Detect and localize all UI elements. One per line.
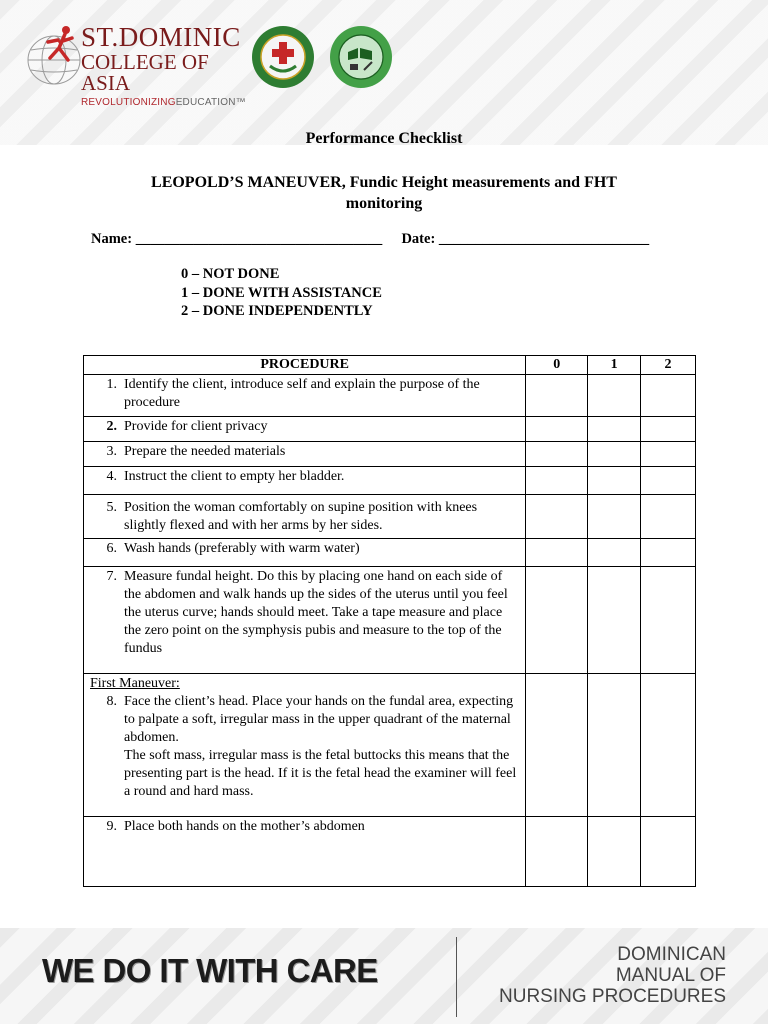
header-score-2: 2 bbox=[641, 356, 696, 375]
step-text: Position the woman comfortably on supine position with knees slightly flexed and with her arms by her sides. bbox=[124, 500, 478, 533]
step-note: The soft mass, irregular mass is the fetal buttocks this means that the presenting part is the head. If it is the fetal head the examiner will feel a round and hard mass. bbox=[124, 748, 517, 799]
score-2-cell[interactable] bbox=[641, 567, 696, 674]
score-1-cell[interactable] bbox=[588, 539, 641, 567]
header-procedure: PROCEDURE bbox=[84, 356, 526, 375]
score-0-cell[interactable] bbox=[526, 442, 588, 467]
score-2-cell[interactable] bbox=[641, 467, 696, 495]
step-text: Wash hands (preferably with warm water) bbox=[124, 541, 360, 556]
logo-college: COLLEGE OF ASIA bbox=[81, 50, 209, 95]
manual-line1: DOMINICAN bbox=[617, 944, 726, 965]
score-2-cell[interactable] bbox=[641, 375, 696, 417]
score-2-cell[interactable] bbox=[641, 674, 696, 817]
score-1-cell[interactable] bbox=[588, 567, 641, 674]
logo-name: ST.DOMINIC bbox=[81, 22, 241, 52]
footer-divider bbox=[456, 937, 457, 1017]
step-number: 9. bbox=[106, 819, 117, 834]
date-label: Date: bbox=[401, 231, 436, 247]
step-number: 1. bbox=[106, 377, 117, 392]
step-number: 8. bbox=[106, 694, 117, 709]
checklist-title-line2: monitoring bbox=[345, 195, 423, 212]
header-score-1: 1 bbox=[588, 356, 641, 375]
score-0-cell[interactable] bbox=[526, 495, 588, 539]
step-text: Measure fundal height. Do this by placing one hand on each side of the abdomen and walk hands up the sides of the uterus until you feel the uterus curve; hands should meet. Take a tape measure and place the zero point on the symphysis pubis and measure to the top of the fundus bbox=[124, 569, 508, 656]
date-field[interactable]: _____________________________ bbox=[438, 231, 650, 247]
globe-runner-icon bbox=[26, 20, 86, 92]
score-1-cell[interactable] bbox=[588, 467, 641, 495]
name-field[interactable]: __________________________________ bbox=[135, 231, 383, 247]
score-0-cell[interactable] bbox=[526, 467, 588, 495]
step-text: Instruct the client to empty her bladder. bbox=[124, 469, 345, 484]
page-title: Performance Checklist bbox=[305, 130, 463, 147]
step-text: Identify the client, introduce self and explain the purpose of the procedure bbox=[124, 377, 480, 410]
step-number: 7. bbox=[106, 569, 117, 584]
name-label: Name: bbox=[91, 231, 133, 247]
step-text: Place both hands on the mother’s abdomen bbox=[124, 819, 365, 834]
tagline-bold: REVOLUTIONIZING bbox=[81, 97, 176, 108]
score-2-cell[interactable] bbox=[641, 495, 696, 539]
tagline-light: EDUCATION™ bbox=[175, 97, 246, 108]
table-row bbox=[84, 539, 696, 567]
health-sciences-seal-icon bbox=[250, 24, 316, 90]
step-number: 2. bbox=[106, 419, 117, 434]
checklist-title-line1: LEOPOLD’S MANEUVER, Fundic Height measurements and FHT bbox=[151, 174, 617, 191]
score-1-cell[interactable] bbox=[588, 817, 641, 887]
score-0-cell[interactable] bbox=[526, 674, 588, 817]
step-number: 3. bbox=[106, 444, 117, 459]
score-0-cell[interactable] bbox=[526, 417, 588, 442]
table-header-row bbox=[84, 356, 696, 375]
step-text: Provide for client privacy bbox=[124, 419, 268, 434]
science-technology-seal-icon bbox=[328, 24, 394, 90]
table-row bbox=[84, 442, 696, 467]
header-score-0: 0 bbox=[526, 356, 588, 375]
step-number: 4. bbox=[106, 469, 117, 484]
manual-line3: NURSING PROCEDURES bbox=[499, 986, 726, 1007]
name-date-line bbox=[91, 231, 649, 248]
step-text: Prepare the needed materials bbox=[124, 444, 286, 459]
step-number: 6. bbox=[106, 541, 117, 556]
table-row bbox=[84, 817, 696, 887]
table-row bbox=[84, 417, 696, 442]
score-2-cell[interactable] bbox=[641, 817, 696, 887]
score-0-cell[interactable] bbox=[526, 817, 588, 887]
score-1-cell[interactable] bbox=[588, 417, 641, 442]
rating-scale bbox=[181, 265, 382, 321]
scale-0: 0 – NOT DONE bbox=[181, 266, 280, 282]
table-row bbox=[84, 467, 696, 495]
score-0-cell[interactable] bbox=[526, 539, 588, 567]
score-2-cell[interactable] bbox=[641, 417, 696, 442]
footer-slogan: WE DO IT WITH CARE bbox=[42, 952, 378, 989]
score-1-cell[interactable] bbox=[588, 375, 641, 417]
manual-line2: MANUAL OF bbox=[615, 965, 726, 986]
scale-1: 1 – DONE WITH ASSISTANCE bbox=[181, 284, 382, 301]
college-logo bbox=[26, 20, 246, 108]
table-row bbox=[84, 495, 696, 539]
score-2-cell[interactable] bbox=[641, 539, 696, 567]
table-row bbox=[84, 567, 696, 674]
score-1-cell[interactable] bbox=[588, 442, 641, 467]
table-row bbox=[84, 674, 696, 817]
step-text: Face the client’s head. Place your hands on the fundal area, expecting to palpate a soft, irregular mass in the upper quadrant of the maternal abdomen. bbox=[124, 694, 514, 745]
checklist-title bbox=[0, 172, 768, 214]
table-row bbox=[84, 375, 696, 417]
manual-title bbox=[499, 944, 726, 1007]
logo-tagline bbox=[81, 98, 246, 108]
score-2-cell[interactable] bbox=[641, 442, 696, 467]
section-heading: First Maneuver: bbox=[90, 676, 180, 691]
score-0-cell[interactable] bbox=[526, 567, 588, 674]
procedure-table bbox=[83, 355, 696, 887]
step-number: 5. bbox=[106, 500, 117, 515]
score-0-cell[interactable] bbox=[526, 375, 588, 417]
score-1-cell[interactable] bbox=[588, 495, 641, 539]
score-1-cell[interactable] bbox=[588, 674, 641, 817]
scale-2: 2 – DONE INDEPENDENTLY bbox=[181, 303, 373, 319]
